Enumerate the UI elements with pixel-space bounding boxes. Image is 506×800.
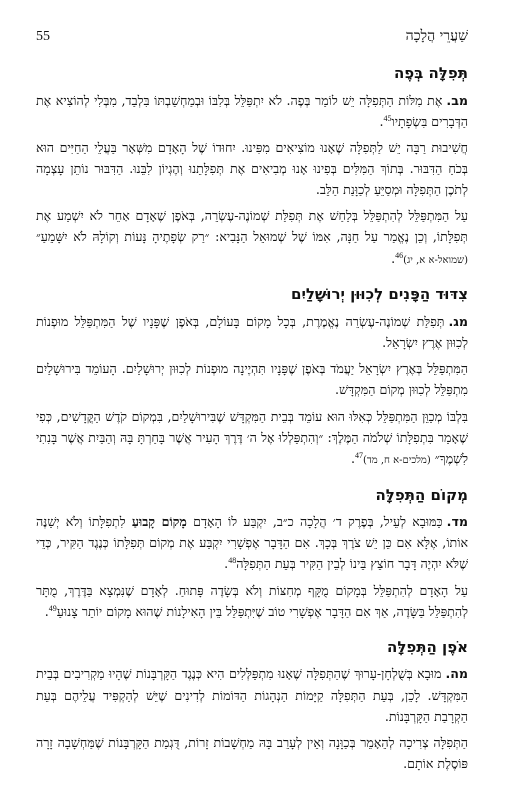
paragraph-text: הַמִּתְפַּלֵּל בְּאֶרֶץ יִשְׂרָאֵל יַעֲמֹד בְּאֹפֶן שֶׁפָּנָיו תִּהְיֶינָה מוּפְנוֹת לְכִוּוּן יְרוּשָׁלַיִם. הָעוֹמֵד בִּירוּשָׁלַיִם מִתְפַּלֵּל לְכִוּוּן מְקוֹם הַמִּקְדָּשׁ. <box>36 361 468 398</box>
section-prayer-by-mouth <box>36 64 468 269</box>
paragraph-tail: . <box>350 450 355 466</box>
source-citation: (מלכים-א ח, מד) <box>363 454 431 466</box>
source-citation: (שמואל-א א, יג) <box>403 254 468 266</box>
paragraph <box>36 137 468 200</box>
paragraph-text: בִּלְבּוֹ מְכַוֵּן הַמִּתְפַּלֵּל כְּאִלּוּ הוּא עוֹמֵד בְּבֵית הַמִּקְדָּשׁ שֶׁבִּירוּשָׁלַיִם, בִּמְקוֹם קֹדֶשׁ הַקֳּדָשִׁים, כְּפִי שֶׁאָמַר בִּתְפִלָּתוֹ שְׁלֹמֹה הַמֶּלֶךְ: ״וְהִתְפַּלְלוּ אֶל ה׳ דֶּרֶךְ הָעִיר אֲשֶׁר בָּחַרְתָּ בָּהּ וְהַבַּיִת אֲשֶׁר בָּנִתִי לִשְׁמֶךָ״ <box>36 408 468 466</box>
paragraph <box>36 358 468 400</box>
page-number: 55 <box>36 29 50 44</box>
paragraph-label: מה. <box>445 666 468 682</box>
paragraph-label: מג. <box>448 313 468 329</box>
running-header <box>36 28 468 48</box>
paragraph-label: מב. <box>446 92 468 108</box>
paragraph <box>36 732 468 774</box>
paragraph-tail: . <box>391 250 396 266</box>
footnote-marker[interactable]: 46 <box>395 250 404 260</box>
paragraph-text: מוּבָא בְּשֻׁלְחָן-עָרוּךְ שֶׁהַתְּפִלָּה שֶׁאָנוּ מִתְפַּלְּלִים הִיא כְּנֶגֶד הַקָּרְבָּנוֹת שֶׁהָיוּ מַקְרִיבִים בְּבֵית הַמִּקְדָּשׁ. לָכֵן, בְּעֵת הַתְּפִלָּה קַיָּמוֹת הַנְהָגוֹת הַדּוֹמוֹת לְדִינִים שֶׁיֵּשׁ לְהַקְפִּיד עֲלֵיהֶם בְּעֵת הַקְרָבַת הַקָּרְבָּנוֹת. <box>36 666 468 724</box>
paragraph-text: אֶת מִלּוֹת הַתְּפִלָּה יֵשׁ לוֹמַר בְּפֶה. לֹא יִתְפַּלֵּל בְּלִבּוֹ וּבְמַחְשַׁבְתּוֹ בִּלְבַד, מִבְּלִי לְהוֹצִיא אֶת הַדְּבָרִים בִּשְׂפָתָיו <box>36 92 468 129</box>
section-heading: אֹפֶן הַתְּפִלָּה <box>387 637 468 656</box>
emphasized-phrase: מָקוֹם קָבוּעַ <box>131 514 187 530</box>
section-heading: צִדּוּד הַפָּנִים לְכִוּוּן יְרוּשָׁלַיִם <box>291 285 468 304</box>
running-title: שַׁעֲרֵי הֲלָכָה <box>405 28 468 44</box>
paragraph-text: הַתְּפִלָּה צְרִיכָה לְהֵאָמֵר בְּכַוָּנָה וְאֵין לְעָרֵב בָּהּ מַחְשָׁבוֹת זָרוֹת, דֻּגְמַת הַקָּרְבָּנוֹת שֶׁמַּחְשָׁבָה זָרָה פּוֹסֶלֶת אוֹתָם. <box>36 734 468 772</box>
paragraph-42 <box>36 90 468 132</box>
paragraph-tail: . <box>379 113 384 129</box>
paragraph-43 <box>36 311 468 353</box>
section-heading: מְקוֹם הַתְּפִלָּה <box>375 485 468 504</box>
section-place-of-prayer <box>36 486 468 622</box>
paragraph-text: לִתְפִלָּתוֹ וְלֹא יְשַׁנֶּה אוֹתוֹ, אֶלָּא אִם כֵּן יֵשׁ צֹרֶךְ בְּכָךְ. אִם הַדָּבָר אֶפְשָׁרִי יִקְבַּע אֶת מְקוֹם תְּפִלָּתוֹ כְּנֶגֶד הַקִּיר, כְּדֵי שֶׁלֹּא יִהְיֶה דָּבָר חוֹצֵץ בֵּינוֹ לְבֵין הַקִּיר בְּעֵת הַתְּפִלָּה <box>36 514 468 572</box>
paragraph-text: עַל הַמִּתְפַּלֵּל לְהִתְפַּלֵּל בְּלַחַשׁ אֶת תְּפִלַּת שְׁמוֹנֶה-עֶשְׂרֵה, בְּאֹפֶן שֶׁאָדָם אַחֵר לֹא יִשְׁמַע אֶת תְּפִלָּתוֹ, וְכֵן נֶאֱמַר עַל חַנָּה, אִמּוֹ שֶׁל שְׁמוּאֵל הַנָּבִיא: ״רַק שְׂפָתֶיהָ נָּעוֹת וְקוֹלָהּ לֹא יִשָּׁמֵעַ״ <box>36 208 468 245</box>
section-manner-of-prayer <box>36 638 468 774</box>
paragraph-text: חֲשִׁיבוּת רַבָּה יֵשׁ לַתְּפִלָּה שֶׁאָנוּ מוֹצִיאִים מִפִּינוּ. יִחוּדוֹ שֶׁל הָאָדָם מִשְּׁאָר בַּעֲלֵי הַחַיִּים הוּא בְּכֹחַ הַדִּבּוּר. בְּתוֹךְ הַמִּלִּים בְּפִינוּ אָנוּ מְבִיאִים אֶת תְּפִלָּתֵנוּ וְהֶגְיוֹן לִבֵּנוּ. הַדִּבּוּר נוֹתֵן עָצְמָה לְתֹכֶן הַתְּפִלָּה וּמְסַיֵּעַ לְכַוָּנַת הַלֵּב. <box>36 139 468 198</box>
paragraph-45 <box>36 663 468 726</box>
paragraph <box>36 580 468 622</box>
paragraph-text: כַּמּוּבָא לְעֵיל, בְּפֶרֶק ד׳ הֲלָכָה כ״ב, יִקְבַּע לוֹ הָאָדָם <box>193 514 443 530</box>
paragraph-44 <box>36 511 468 574</box>
paragraph-text: תְּפִלַּת שְׁמוֹנֶה-עֶשְׂרֵה נֶאֱמֶרֶת, בְּכָל מָקוֹם בָּעוֹלָם, בְּאֹפֶן שֶׁפָּנָיו שֶׁל הַמִּתְפַּלֵּל מוּפְנוֹת לְכִוּוּן אֶרֶץ יִשְׂרָאֵל. <box>36 313 468 351</box>
section-heading: תְּפִלָּה בְּפֶה <box>393 64 468 82</box>
paragraph <box>36 406 468 470</box>
section-facing-jerusalem <box>36 285 468 469</box>
footnote-marker[interactable]: 49 <box>48 603 57 613</box>
paragraph-label: מד. <box>446 514 468 530</box>
paragraph-tail: . <box>44 603 49 619</box>
paragraph-text: עַל הָאָדָם לְהִתְפַּלֵּל בְּמָקוֹם מֻקָּף מְחִצּוֹת וְלֹא בְּשָׂדֶה פָּתוּחַ. לְאָדָם שֶׁנִּמְצָא בַּדֶּרֶךְ, מֻתָּר לְהִתְפַּלֵּל בַּשָּׂדֶה, אַךְ אִם הַדָּבָר אֶפְשָׁרִי טוֹב שֶׁיִּתְפַּלֵּל בֵּין הָאִילָנוֹת שֶׁהוּא מָקוֹם יוֹתֵר צָנוּעַ <box>36 582 468 619</box>
paragraph <box>36 205 468 269</box>
footnote-marker[interactable]: 47 <box>355 450 363 460</box>
footnote-marker[interactable]: 48 <box>228 556 237 566</box>
footnote-marker[interactable]: 45 <box>383 113 392 123</box>
paragraph-tail: . <box>224 556 229 572</box>
